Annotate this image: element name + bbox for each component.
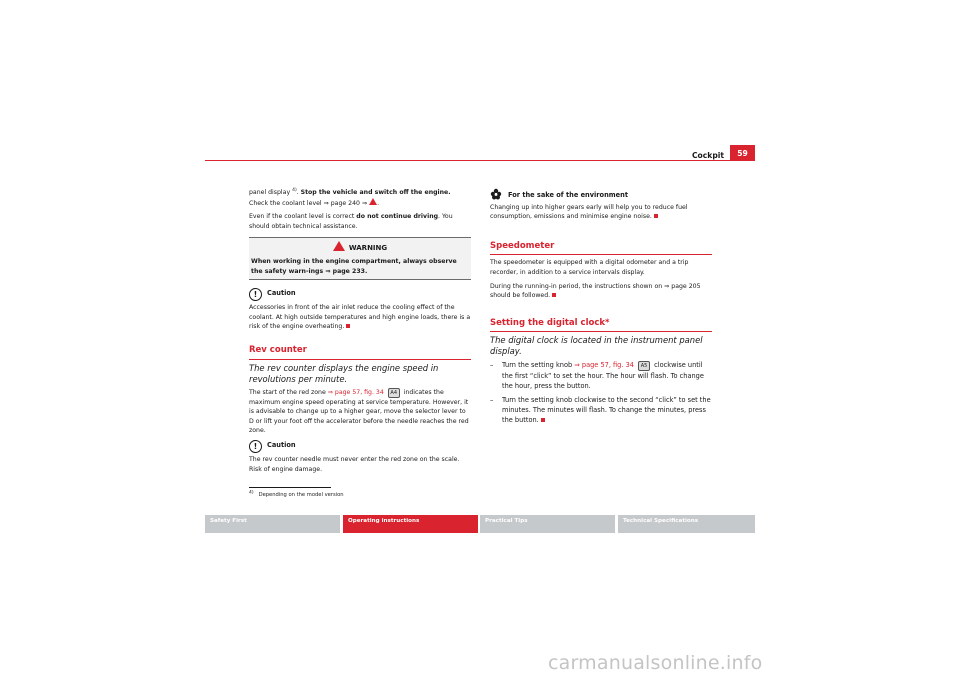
page-link[interactable]: ⇒ page 57, fig. 34	[327, 388, 384, 396]
caution-heading-2: ! Caution	[249, 440, 471, 453]
coolant-paragraph: panel display $^{4)}$. Stop the vehicle and switch off the engine. Check the coolant level ⇒ page 240 ⇒ .	[249, 187, 451, 207]
section-title-rev-counter: Rev counter	[249, 346, 471, 360]
environment-heading: For the sake of the environment	[490, 188, 712, 201]
speedometer-text-1: The speedometer is equipped with a digital odometer and a trip recorder, in addition to a service intervals display.	[490, 259, 689, 276]
caution-heading: ! Caution	[249, 288, 471, 301]
nav-tab-practical-tips[interactable]: Practical Tips	[480, 515, 615, 533]
page-link[interactable]: ⇒ page 57, fig. 34	[574, 361, 634, 370]
caution-text: Accessories in front of the air inlet reduce the cooling effect of the coolant. At high outside temperatures and high engine loads, there is a risk of the engine overheating.	[249, 304, 471, 331]
end-marker-icon	[654, 214, 658, 218]
warning-triangle-icon	[333, 241, 345, 251]
header-rule	[205, 160, 755, 161]
list-item: – Turn the setting knob clockwise to the second “click” to set the minutes. The minutes will flash. To change the minutes, press the button.	[490, 395, 712, 425]
warning-box: WARNING When working in the engine compartment, always observe the safety warn-ings ⇒ page 233.	[249, 237, 471, 280]
figure-badge: A4	[388, 388, 400, 398]
warning-text: When working in the engine compartment, always observe the safety warn-ings ⇒ page 233.	[251, 257, 457, 275]
right-column	[490, 188, 712, 429]
page-number: 59	[730, 145, 755, 161]
coolant-paragraph-2: Even if the coolant level is correct do not continue driving. You should obtain technical assistance.	[249, 213, 453, 230]
flower-icon	[490, 188, 502, 200]
caution-text-2: The rev counter needle must never enter the red zone on the scale. Risk of engine damage.	[249, 455, 460, 473]
footnote: $^{4)}$ Depending on the model version	[249, 490, 344, 498]
footnote-rule	[249, 487, 331, 488]
watermark: carmanualsonline.info	[548, 652, 763, 674]
warning-triangle-icon	[369, 198, 377, 205]
nav-tab-technical-specifications[interactable]: Technical Specifications	[618, 515, 755, 533]
environment-text: Changing up into higher gears early will help you to reduce fuel consumption, emissions and minimise engine noise.	[490, 203, 688, 221]
speedometer-text-2: During the running-in period, the instructions shown on ⇒ page 205 should be followed.	[490, 282, 701, 300]
end-marker-icon	[541, 418, 545, 422]
figure-badge: A5	[638, 361, 650, 371]
end-marker-icon	[552, 293, 556, 297]
nav-tab-safety-first[interactable]: Safety First	[205, 515, 340, 533]
left-column	[249, 188, 471, 478]
section-title-speedometer: Speedometer	[490, 242, 712, 256]
header-title: Cockpit	[691, 151, 724, 160]
list-item: – Turn the setting knob ⇒ page 57, fig. 34 A5 clockwise until the first “click” to set the hour. The hour will flash. To change the hour, press the button.	[490, 360, 712, 391]
rev-paragraph: The start of the red zone ⇒ page 57, fig. 34 A4 indicates the maximum engine speed operating at service temperature. However, it is advisable to change up to a higher gear, move the selector lever to D or lift your foot off the accelerator before the needle reaches the red zone.	[249, 388, 469, 435]
section-subtitle-rev-counter: The rev counter displays the engine speed in revolutions per minute.	[249, 362, 439, 384]
caution-icon: !	[249, 440, 262, 453]
caution-icon: !	[249, 288, 262, 301]
section-subtitle-clock: The digital clock is located in the instrument panel display.	[490, 335, 703, 357]
nav-tab-operating-instructions[interactable]: Operating instructions	[343, 515, 478, 533]
end-marker-icon	[346, 324, 350, 328]
section-title-clock: Setting the digital clock*	[490, 319, 712, 333]
